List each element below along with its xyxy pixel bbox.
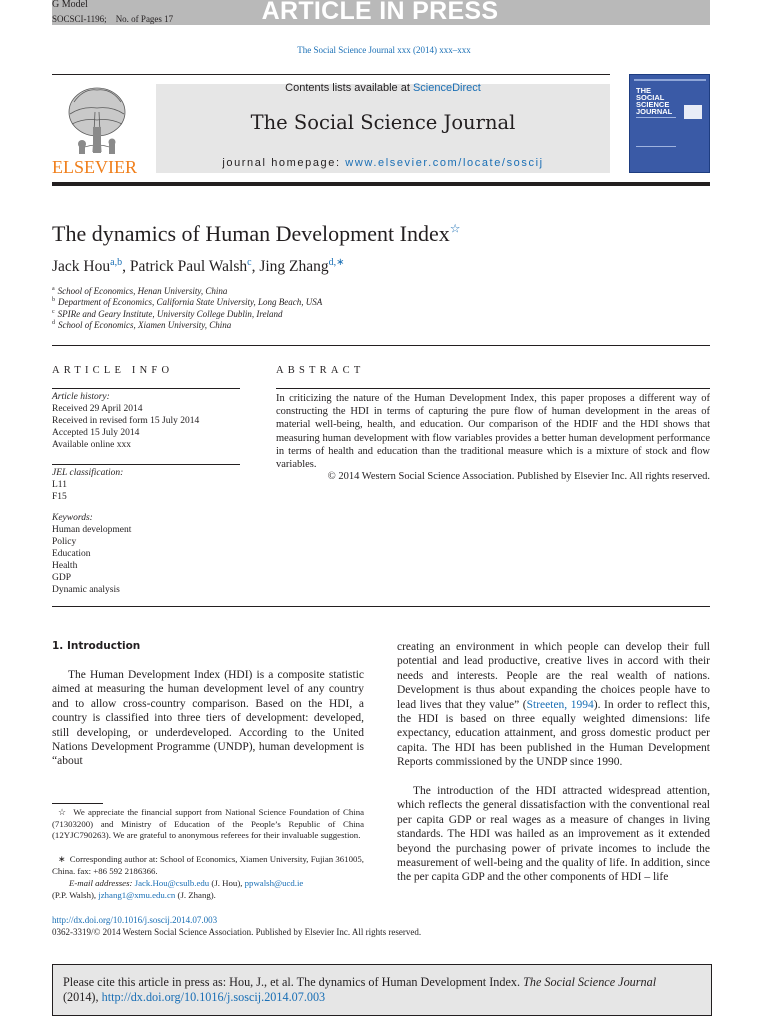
keyword: Policy	[52, 537, 77, 547]
citation-year: (2014),	[63, 989, 102, 1004]
article-info-rule	[52, 464, 240, 465]
corresponding-author-footnote	[52, 854, 364, 877]
author-affiliation-marker[interactable]: c	[247, 257, 252, 268]
cover-title-line: THE	[636, 86, 651, 95]
footnote-star-icon: ☆	[58, 807, 67, 817]
affiliation	[52, 320, 231, 330]
footnote-text: Corresponding author at: School of Economics, Xiamen University, Fujian 361005, China. fax: +86 592 2186366.	[52, 854, 364, 876]
elsevier-logo	[52, 82, 142, 176]
article-in-press-text: ARTICLE IN PRESS	[261, 0, 499, 25]
email-footnote-continued	[52, 890, 364, 902]
title-footnote-star-icon[interactable]: ☆	[449, 221, 461, 236]
email-owner: (P.P. Walsh),	[52, 890, 99, 900]
author-affiliation-marker[interactable]: d,∗	[328, 257, 345, 268]
footnote-rule	[52, 803, 103, 804]
jel-code: L11	[52, 480, 67, 490]
email-link[interactable]: ppwalsh@ucd.ie	[244, 878, 304, 888]
history-label: Article history:	[52, 392, 110, 402]
history-item: Available online xxx	[52, 440, 131, 450]
article-title	[52, 221, 460, 247]
citation-journal: The Social Science Journal	[523, 975, 657, 989]
abstract-rule	[276, 388, 710, 389]
body-paragraph: The introduction of the HDI attracted widespread attention, which reflects the general dissatisfaction with the conventional real per capita GDP or real wages as a measure of changes in living standards. The HDI was hailed as an improvement as it extended beyond the purchasing power of private incomes to include the measurement of well-being and the quality of life. In addition, since the per capita GDP and the other components of HDI – life	[397, 785, 710, 884]
email-owner: (J. Hou),	[209, 878, 245, 888]
affiliation-key: a	[52, 286, 55, 292]
email-label: E-mail addresses:	[69, 878, 133, 888]
abstract-text: In criticizing the nature of the Human Development Index, this paper proposes a different way of constructing the HDI in terms of capturing the pure flow of human development in the areas of material well-being, health, and education. Our comparison of the HDIF and the HDI shows that measuring human development with flow variables provides a better human development performance in terms of health and education than the traditional measure which is a mixture of stock and flow variables.	[276, 393, 710, 471]
manuscript-id	[52, 14, 173, 24]
keyword: GDP	[52, 573, 72, 583]
affiliation	[52, 309, 283, 319]
history-item: Received in revised form 15 July 2014	[52, 416, 200, 426]
masthead-top-rule	[52, 74, 610, 75]
citation-doi-link[interactable]: http://dx.doi.org/10.1016/j.soscij.2014.07.003	[101, 989, 326, 1004]
email-link[interactable]: jzhang1@xmu.edu.cn	[98, 890, 176, 900]
paragraph-text: ). In order to reflect this, the HDI is based on three equally weighted dimensions: life expectancy, education attainment, and gross domestic product per capita. The HDI has been published in the Human Development Reports commissioned by the UNDP since 1990.	[397, 698, 710, 769]
citation-link[interactable]: Streeten, 1994	[526, 698, 594, 711]
history-item: Received 29 April 2014	[52, 404, 143, 414]
jel-classification	[52, 467, 240, 503]
article-history	[52, 391, 240, 451]
affiliation	[52, 297, 322, 307]
email-owner: (J. Zhang).	[175, 890, 216, 900]
author-name[interactable]: Jing Zhang	[259, 258, 329, 275]
author-name[interactable]: Jack Hou	[52, 258, 111, 275]
cover-top-stripe	[634, 79, 706, 81]
author-list: Jack Hou$^{a,b}$, Patrick Paul Walsh$^c$, Jing Zhang$^{d,∗}$	[52, 257, 345, 275]
keyword: Education	[52, 549, 91, 559]
keyword: Human development	[52, 525, 132, 535]
keywords-label: Keywords:	[52, 513, 93, 523]
article-info-rule	[52, 388, 240, 389]
footnote-asterisk: ∗	[58, 854, 66, 864]
body-paragraph: The Human Development Index (HDI) is a composite statistic aimed at measuring the human development level of any country and to allow cross-country comparison. Based on the HDI, a country is classified into three tiers of development: developed, still developing, or underdeveloped. According to the United Nations Development Programme (UNDP), human development is “about	[52, 669, 364, 768]
sciencedirect-link[interactable]: ScienceDirect	[412, 82, 481, 94]
cover-title-line: SOCIAL	[636, 93, 665, 102]
manuscript-code: SOCSCI-1196;	[52, 14, 107, 24]
abstract-copyright: © 2014 Western Social Science Association. Published by Elsevier Inc. All rights reserved.	[327, 471, 710, 482]
abstract-heading: ABSTRACT	[276, 365, 365, 376]
affiliation-text: SPIRe and Geary Institute, University College Dublin, Ireland	[57, 309, 283, 319]
section-rule	[52, 606, 710, 607]
masthead-bottom-rule	[52, 182, 710, 186]
jel-label: JEL classification:	[52, 468, 124, 478]
elsevier-tree-icon	[52, 82, 142, 176]
section-heading: 1. Introduction	[52, 640, 141, 652]
affiliation-text: School of Economics, Xiamen University, China	[58, 320, 232, 330]
affiliation-key: c	[52, 309, 55, 315]
article-title-text: The dynamics of Human Development Index	[52, 221, 450, 246]
keywords	[52, 512, 240, 596]
cover-title-line: JOURNAL	[636, 107, 673, 116]
journal-cover-thumbnail[interactable]	[629, 74, 710, 173]
paragraph-text: creating an environment in which people can develop their full potential and lead productive, creative lives in accord with their needs and interests. People are the real wealth of nations. Development is thus about expanding the choices people have to lead lives that they value” (	[397, 641, 710, 711]
affiliation-key: b	[52, 297, 55, 303]
funding-footnote	[52, 807, 364, 842]
affiliation-text: School of Economics, Henan University, China	[57, 286, 228, 296]
article-info-heading: ARTICLE INFO	[52, 365, 174, 376]
footnote-text: We appreciate the financial support from National Science Foundation of China (71303200) and Ministry of Education of the People’s Republic of China (12YJC790263). We are grateful to anonymous referees for their invaluable suggestion.	[52, 807, 364, 840]
affiliation-text: Department of Economics, California State University, Long Beach, USA	[58, 297, 323, 307]
cover-picture	[684, 105, 702, 119]
jel-code: F15	[52, 492, 67, 502]
doi-link[interactable]: http://dx.doi.org/10.1016/j.soscij.2014.07.003	[52, 915, 218, 925]
email-link[interactable]: Jack.Hou@csulb.edu	[134, 878, 210, 888]
elsevier-wordmark: ELSEVIER	[52, 157, 137, 176]
page-count: No. of Pages 17	[115, 14, 174, 24]
g-model-label: G Model	[52, 0, 88, 10]
keyword: Health	[52, 561, 78, 571]
section-rule	[52, 345, 710, 346]
body-paragraph	[397, 640, 710, 770]
homepage-link[interactable]: www.elsevier.com/locate/soscij	[345, 157, 544, 169]
homepage-label: journal homepage:	[222, 157, 346, 169]
journal-reference-link[interactable]: The Social Science Journal xxx (2014) xxx–xxx	[297, 45, 471, 55]
email-footnote	[52, 878, 364, 890]
keyword: Dynamic analysis	[52, 585, 120, 595]
contents-line	[156, 82, 610, 94]
affiliation	[52, 286, 227, 296]
citation-prefix: Please cite this article in press as: Hou, J., et al. The dynamics of Human Development Index.	[63, 975, 524, 989]
affiliation-key: d	[52, 320, 55, 326]
contents-prefix: Contents lists available at	[285, 82, 413, 94]
cover-text-lines	[636, 117, 676, 147]
author-name[interactable]: Patrick Paul Walsh	[129, 258, 248, 275]
issn-copyright: 0362-3319/© 2014 Western Social Science Association. Published by Elsevier Inc. All rights reserved.	[52, 927, 422, 937]
history-item: Accepted 15 July 2014	[52, 428, 140, 438]
citation-box	[52, 964, 712, 1016]
cover-title-line: SCIENCE	[636, 100, 670, 109]
journal-homepage	[156, 157, 610, 169]
journal-title: The Social Science Journal	[250, 111, 516, 134]
author-affiliation-marker[interactable]: a,b	[110, 257, 123, 268]
